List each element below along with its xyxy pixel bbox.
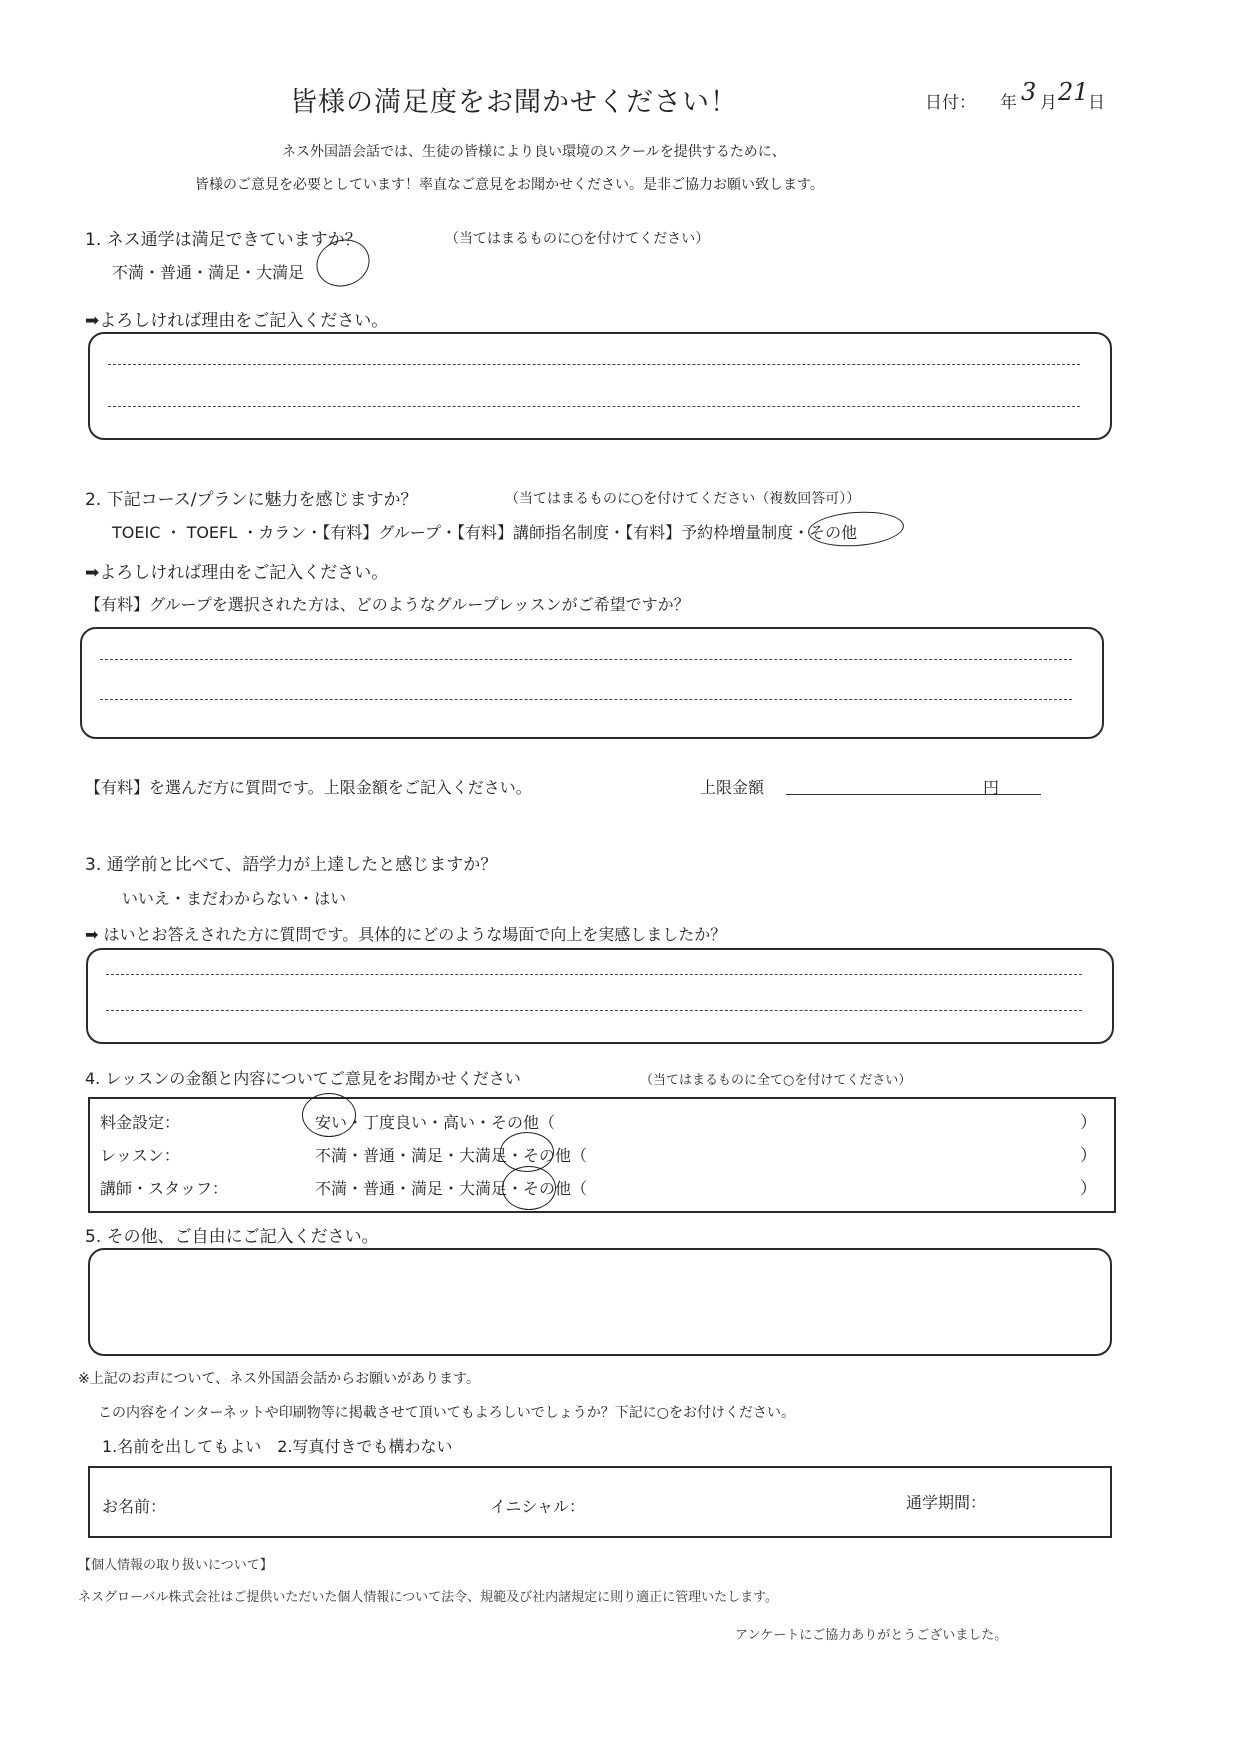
q4-row-price-close: ）: [1080, 1113, 1097, 1133]
page-title: 皆様の満足度をお聞かせください！: [290, 87, 738, 118]
period-label: 通学期間：: [906, 1493, 987, 1512]
q1-instruction: （当てはまるものに○を付けてください）: [445, 231, 710, 247]
q2-option-callan[interactable]: カラン: [258, 523, 307, 542]
q4-price-selected-circle: [302, 1093, 356, 1137]
q2-group-prompt: 【有料】グループを選択された方は、どのようなグループレッスンがご希望ですか？: [85, 595, 690, 614]
date-year-unit: 年: [1000, 93, 1017, 113]
q4-row-staff-options[interactable]: 不満・普通・満足・大満足・その他（: [315, 1179, 588, 1198]
consent-request: この内容をインターネットや印刷物等に掲載させて頂いてもよろしいでしょうか？下記に○をお付けください。: [98, 1405, 795, 1421]
q4-row-staff-label: 講師・スタッフ：: [100, 1179, 229, 1198]
q3-question: 3. 通学前と比べて、語学力が上達したと感じますか？: [85, 855, 498, 875]
thanks-message: アンケートにご協力ありがとうございました。: [735, 1628, 1008, 1643]
q5-question: 5. その他、ご自由にご記入ください。: [85, 1227, 379, 1247]
q2-option-teacher[interactable]: 【有料】講師指名制度: [457, 523, 610, 542]
q4-row-lesson-options[interactable]: 不満・普通・満足・大満足・その他（: [315, 1146, 588, 1165]
writing-line: [108, 406, 1080, 407]
q2-limit-label: 上限金額: [700, 778, 765, 797]
q2-options[interactable]: TOEIC ・ TOEFL ・カラン・【有料】グループ・【有料】講師指名制度・【有料】予約枠増量制度・その他: [112, 523, 858, 542]
q2-option-booking[interactable]: 【有料】予約枠増量制度: [625, 523, 794, 542]
date-day-unit: 日: [1088, 93, 1105, 113]
q2-option-toeic[interactable]: TOEIC: [112, 523, 161, 542]
q2-limit-field[interactable]: [786, 794, 1041, 795]
q1-option-1[interactable]: 不満: [112, 263, 145, 282]
q3-option-unsure[interactable]: まだわからない: [186, 889, 299, 908]
intro-line-1: ネス外国語会話では、生徒の皆様により良い環境のスクールを提供するために、: [282, 144, 786, 160]
q1-option-2[interactable]: 普通: [160, 263, 193, 282]
q2-option-group[interactable]: 【有料】グループ: [322, 523, 442, 542]
q4-row-price-label: 料金設定：: [100, 1113, 181, 1132]
date-month-unit: 月: [1040, 93, 1057, 113]
consent-note: ※上記のお声について、ネス外国語会話からお願いがあります。: [78, 1371, 481, 1387]
q2-option-other[interactable]: その他: [809, 523, 858, 542]
separator: ・: [144, 263, 161, 282]
privacy-heading: 【個人情報の取り扱いについて】: [78, 1558, 273, 1573]
intro-line-2: 皆様のご意見を必要としています！率直なご意見をお聞かせください。是非ご協力お願い致します。: [195, 177, 824, 193]
writing-line: [108, 364, 1080, 365]
initial-label: イニシャル：: [490, 1497, 586, 1516]
separator: ・: [192, 263, 209, 282]
q2-option-toefl[interactable]: TOEFL: [186, 523, 238, 542]
q5-answer-box[interactable]: [88, 1248, 1112, 1356]
name-label: お名前：: [102, 1497, 167, 1516]
date-month-value: 3: [1021, 78, 1037, 106]
q1-option-3[interactable]: 満足: [208, 263, 241, 282]
q1-reason-box[interactable]: [88, 332, 1112, 440]
q2-limit-question: 【有料】を選んだ方に質問です。上限金額をご記入ください。: [85, 778, 532, 797]
q2-question: 2. 下記コース/プランに魅力を感じますか？: [85, 490, 418, 510]
q2-selected-circle: [807, 509, 905, 550]
q4-row-lesson-label: レッスン：: [100, 1146, 180, 1165]
date-label: 日付：: [925, 93, 976, 113]
writing-line: [100, 659, 1072, 660]
q3-followup: ➡ はいとお答えされた方に質問です。具体的にどのような場面で向上を実感しましたか？: [85, 925, 727, 944]
privacy-body: ネスグローバル株式会社はご提供いただいた個人情報について法令、規範及び社内諸規定に則り適正に管理いたします。: [78, 1590, 779, 1605]
q4-row-price-options[interactable]: 安い・丁度良い・高い・その他（: [315, 1113, 556, 1132]
q3-option-yes[interactable]: はい: [314, 889, 347, 908]
q1-question: 1. ネス通学は満足できていますか？: [85, 230, 362, 250]
q3-answer-box[interactable]: [86, 948, 1114, 1044]
q2-reason-prompt: ➡よろしければ理由をご記入ください。: [85, 563, 389, 583]
q3-option-no[interactable]: いいえ: [122, 889, 171, 908]
q4-instruction: （当てはまるものに全て○を付けてください）: [640, 1073, 912, 1088]
q4-ratings-box: [88, 1097, 1116, 1213]
writing-line: [100, 699, 1072, 700]
q2-reason-box[interactable]: [80, 627, 1104, 739]
writing-line: [106, 1010, 1082, 1011]
q1-option-4[interactable]: 大満足: [256, 263, 305, 282]
q2-limit-unit: 円: [983, 778, 1000, 797]
date-day-value: 21: [1058, 78, 1089, 106]
q4-row-staff-close: ）: [1080, 1179, 1097, 1199]
q4-staff-selected-circle: [502, 1166, 556, 1210]
q3-options[interactable]: いいえ・まだわからない・はい: [122, 889, 347, 908]
q1-reason-prompt: ➡よろしければ理由をご記入ください。: [85, 311, 389, 331]
separator: ・: [240, 263, 257, 282]
consent-options[interactable]: 1.名前を出してもよい 2.写真付きでも構わない: [102, 1437, 453, 1456]
q4-row-lesson-close: ）: [1080, 1146, 1097, 1166]
q1-options[interactable]: [112, 260, 304, 283]
q2-instruction: （当てはまるものに○を付けてください（複数回答可））: [505, 491, 861, 507]
q4-question: 4. レッスンの金額と内容についてご意見をお聞かせください: [85, 1069, 521, 1088]
writing-line: [106, 974, 1082, 975]
